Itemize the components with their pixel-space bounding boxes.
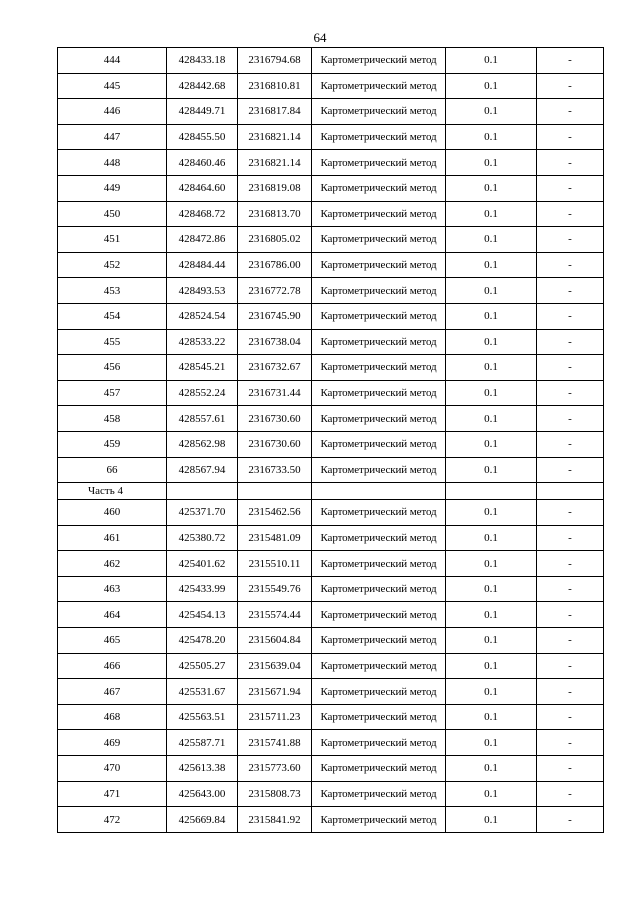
cell-method: Картометрический метод [312, 756, 446, 782]
table-row [58, 278, 604, 304]
cell-y: 2315574.44 [238, 602, 312, 628]
cell-x: 425380.72 [167, 525, 238, 551]
cell-y: 2315671.94 [238, 679, 312, 705]
cell-method: Картометрический метод [312, 628, 446, 654]
cell-x: 428472.86 [167, 227, 238, 253]
cell-method: Картометрический метод [312, 124, 446, 150]
cell-method: Картометрический метод [312, 807, 446, 833]
cell-y: 2315481.09 [238, 525, 312, 551]
cell-method: Картометрический метод [312, 525, 446, 551]
cell-point: 454 [58, 303, 167, 329]
cell-y: 2316821.14 [238, 150, 312, 176]
cell-method: Картометрический метод [312, 278, 446, 304]
cell-point: 446 [58, 99, 167, 125]
table-row [58, 150, 604, 176]
cell-accuracy: 0.1 [446, 807, 537, 833]
cell-x: 428464.60 [167, 175, 238, 201]
cell-x: 428562.98 [167, 431, 238, 457]
cell-method: Картометрический метод [312, 201, 446, 227]
table-row [58, 431, 604, 457]
cell-note: - [537, 628, 604, 654]
table-row [58, 175, 604, 201]
table-row [58, 807, 604, 833]
cell-note: - [537, 704, 604, 730]
cell-note: - [537, 730, 604, 756]
table-row [58, 227, 604, 253]
cell-x: 428493.53 [167, 278, 238, 304]
cell-y: 2315741.88 [238, 730, 312, 756]
cell-accuracy: 0.1 [446, 756, 537, 782]
table-row [58, 406, 604, 432]
cell-method: Картометрический метод [312, 602, 446, 628]
table-row [58, 628, 604, 654]
cell-y: 2316730.60 [238, 431, 312, 457]
cell-point: 467 [58, 679, 167, 705]
cell-y: 2316794.68 [238, 48, 312, 74]
section-label: Часть 4 [58, 483, 167, 500]
cell-accuracy: 0.1 [446, 406, 537, 432]
cell-y: 2316819.08 [238, 175, 312, 201]
empty-cell [312, 483, 446, 500]
coordinates-table-body [58, 48, 604, 833]
cell-method: Картометрический метод [312, 576, 446, 602]
cell-accuracy: 0.1 [446, 303, 537, 329]
cell-point: 463 [58, 576, 167, 602]
cell-point: 452 [58, 252, 167, 278]
cell-y: 2316817.84 [238, 99, 312, 125]
cell-y: 2316772.78 [238, 278, 312, 304]
table-row [58, 704, 604, 730]
table-row [58, 525, 604, 551]
cell-point: 455 [58, 329, 167, 355]
cell-method: Картометрический метод [312, 380, 446, 406]
cell-y: 2315711.23 [238, 704, 312, 730]
table-row [58, 653, 604, 679]
cell-point: 468 [58, 704, 167, 730]
cell-x: 428460.46 [167, 150, 238, 176]
cell-point: 465 [58, 628, 167, 654]
cell-x: 428567.94 [167, 457, 238, 483]
table-row [58, 252, 604, 278]
cell-accuracy: 0.1 [446, 730, 537, 756]
cell-method: Картометрический метод [312, 551, 446, 577]
section-row [58, 483, 604, 500]
cell-method: Картометрический метод [312, 150, 446, 176]
cell-accuracy: 0.1 [446, 278, 537, 304]
cell-x: 428484.44 [167, 252, 238, 278]
cell-point: 453 [58, 278, 167, 304]
cell-x: 425587.71 [167, 730, 238, 756]
cell-accuracy: 0.1 [446, 48, 537, 74]
cell-note: - [537, 406, 604, 432]
cell-point: 461 [58, 525, 167, 551]
table-row [58, 380, 604, 406]
cell-method: Картометрический метод [312, 431, 446, 457]
cell-method: Картометрический метод [312, 99, 446, 125]
cell-x: 425563.51 [167, 704, 238, 730]
table-row [58, 576, 604, 602]
cell-method: Картометрический метод [312, 500, 446, 526]
cell-point: 447 [58, 124, 167, 150]
cell-method: Картометрический метод [312, 175, 446, 201]
cell-x: 425401.62 [167, 551, 238, 577]
table-row [58, 201, 604, 227]
cell-method: Картометрический метод [312, 355, 446, 381]
cell-x: 428545.21 [167, 355, 238, 381]
cell-point: 472 [58, 807, 167, 833]
table-row [58, 355, 604, 381]
table-row [58, 679, 604, 705]
cell-y: 2315510.11 [238, 551, 312, 577]
table-row [58, 781, 604, 807]
cell-note: - [537, 227, 604, 253]
cell-note: - [537, 99, 604, 125]
cell-note: - [537, 201, 604, 227]
table-row [58, 500, 604, 526]
cell-accuracy: 0.1 [446, 628, 537, 654]
cell-x: 425613.38 [167, 756, 238, 782]
cell-point: 457 [58, 380, 167, 406]
cell-accuracy: 0.1 [446, 252, 537, 278]
cell-y: 2316810.81 [238, 73, 312, 99]
empty-cell [446, 483, 537, 500]
cell-y: 2316786.00 [238, 252, 312, 278]
table-row [58, 756, 604, 782]
cell-x: 425478.20 [167, 628, 238, 654]
table-row [58, 602, 604, 628]
cell-y: 2315841.92 [238, 807, 312, 833]
cell-y: 2316731.44 [238, 380, 312, 406]
cell-point: 460 [58, 500, 167, 526]
cell-method: Картометрический метод [312, 730, 446, 756]
cell-note: - [537, 551, 604, 577]
cell-note: - [537, 525, 604, 551]
cell-method: Картометрический метод [312, 679, 446, 705]
cell-y: 2316745.90 [238, 303, 312, 329]
cell-y: 2315639.04 [238, 653, 312, 679]
cell-x: 428455.50 [167, 124, 238, 150]
cell-method: Картометрический метод [312, 406, 446, 432]
cell-note: - [537, 329, 604, 355]
cell-note: - [537, 380, 604, 406]
cell-method: Картометрический метод [312, 48, 446, 74]
empty-cell [167, 483, 238, 500]
cell-method: Картометрический метод [312, 653, 446, 679]
cell-method: Картометрический метод [312, 227, 446, 253]
cell-y: 2316821.14 [238, 124, 312, 150]
cell-method: Картометрический метод [312, 329, 446, 355]
cell-x: 428442.68 [167, 73, 238, 99]
cell-note: - [537, 576, 604, 602]
cell-y: 2316730.60 [238, 406, 312, 432]
cell-note: - [537, 355, 604, 381]
cell-x: 428557.61 [167, 406, 238, 432]
cell-method: Картометрический метод [312, 73, 446, 99]
cell-method: Картометрический метод [312, 781, 446, 807]
cell-method: Картометрический метод [312, 704, 446, 730]
cell-accuracy: 0.1 [446, 201, 537, 227]
cell-method: Картометрический метод [312, 303, 446, 329]
cell-y: 2316733.50 [238, 457, 312, 483]
cell-accuracy: 0.1 [446, 73, 537, 99]
cell-x: 425433.99 [167, 576, 238, 602]
cell-note: - [537, 679, 604, 705]
cell-x: 425531.67 [167, 679, 238, 705]
table-row [58, 48, 604, 74]
cell-y: 2316813.70 [238, 201, 312, 227]
cell-accuracy: 0.1 [446, 679, 537, 705]
cell-note: - [537, 124, 604, 150]
table-row [58, 99, 604, 125]
cell-point: 449 [58, 175, 167, 201]
cell-note: - [537, 431, 604, 457]
cell-x: 425669.84 [167, 807, 238, 833]
cell-y: 2315549.76 [238, 576, 312, 602]
cell-accuracy: 0.1 [446, 457, 537, 483]
cell-accuracy: 0.1 [446, 500, 537, 526]
cell-y: 2316805.02 [238, 227, 312, 253]
cell-point: 444 [58, 48, 167, 74]
cell-note: - [537, 756, 604, 782]
cell-point: 464 [58, 602, 167, 628]
empty-cell [537, 483, 604, 500]
cell-accuracy: 0.1 [446, 576, 537, 602]
cell-point: 469 [58, 730, 167, 756]
cell-note: - [537, 48, 604, 74]
cell-y: 2316738.04 [238, 329, 312, 355]
cell-x: 428468.72 [167, 201, 238, 227]
cell-x: 428533.22 [167, 329, 238, 355]
page-number: 64 [313, 30, 327, 45]
cell-note: - [537, 252, 604, 278]
cell-x: 425643.00 [167, 781, 238, 807]
cell-accuracy: 0.1 [446, 653, 537, 679]
cell-accuracy: 0.1 [446, 124, 537, 150]
cell-y: 2315604.84 [238, 628, 312, 654]
cell-accuracy: 0.1 [446, 781, 537, 807]
cell-accuracy: 0.1 [446, 329, 537, 355]
cell-accuracy: 0.1 [446, 227, 537, 253]
cell-note: - [537, 500, 604, 526]
cell-point: 462 [58, 551, 167, 577]
cell-accuracy: 0.1 [446, 99, 537, 125]
cell-point: 471 [58, 781, 167, 807]
cell-y: 2316732.67 [238, 355, 312, 381]
table-row [58, 457, 604, 483]
cell-point: 448 [58, 150, 167, 176]
cell-note: - [537, 278, 604, 304]
cell-accuracy: 0.1 [446, 704, 537, 730]
cell-accuracy: 0.1 [446, 551, 537, 577]
cell-point: 470 [58, 756, 167, 782]
cell-note: - [537, 150, 604, 176]
table-row [58, 124, 604, 150]
cell-point: 459 [58, 431, 167, 457]
cell-y: 2315808.73 [238, 781, 312, 807]
cell-method: Картометрический метод [312, 252, 446, 278]
cell-x: 428449.71 [167, 99, 238, 125]
table-row [58, 73, 604, 99]
cell-note: - [537, 303, 604, 329]
cell-accuracy: 0.1 [446, 431, 537, 457]
coordinates-table [57, 47, 604, 833]
cell-note: - [537, 653, 604, 679]
cell-point: 66 [58, 457, 167, 483]
cell-x: 425371.70 [167, 500, 238, 526]
cell-note: - [537, 457, 604, 483]
cell-note: - [537, 175, 604, 201]
cell-note: - [537, 73, 604, 99]
cell-note: - [537, 781, 604, 807]
cell-point: 450 [58, 201, 167, 227]
cell-point: 445 [58, 73, 167, 99]
cell-point: 456 [58, 355, 167, 381]
cell-method: Картометрический метод [312, 457, 446, 483]
cell-x: 425505.27 [167, 653, 238, 679]
cell-note: - [537, 602, 604, 628]
cell-accuracy: 0.1 [446, 525, 537, 551]
cell-x: 428433.18 [167, 48, 238, 74]
cell-accuracy: 0.1 [446, 175, 537, 201]
cell-accuracy: 0.1 [446, 602, 537, 628]
table-row [58, 730, 604, 756]
cell-point: 458 [58, 406, 167, 432]
table-row [58, 551, 604, 577]
cell-y: 2315462.56 [238, 500, 312, 526]
cell-x: 428552.24 [167, 380, 238, 406]
cell-x: 425454.13 [167, 602, 238, 628]
empty-cell [238, 483, 312, 500]
table-row [58, 303, 604, 329]
cell-accuracy: 0.1 [446, 355, 537, 381]
cell-point: 451 [58, 227, 167, 253]
cell-y: 2315773.60 [238, 756, 312, 782]
table-row [58, 329, 604, 355]
cell-point: 466 [58, 653, 167, 679]
cell-note: - [537, 807, 604, 833]
cell-accuracy: 0.1 [446, 380, 537, 406]
cell-accuracy: 0.1 [446, 150, 537, 176]
cell-x: 428524.54 [167, 303, 238, 329]
